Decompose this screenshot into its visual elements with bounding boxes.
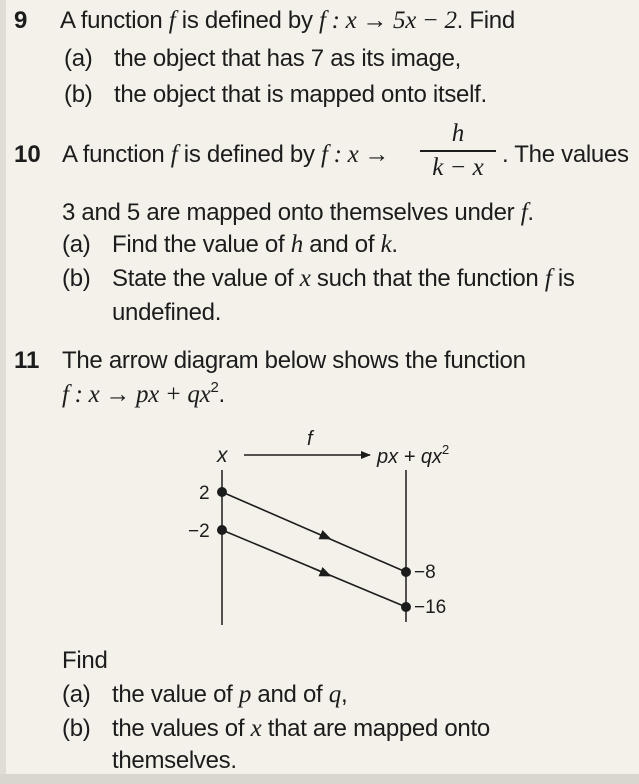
question-9-number: 9 — [14, 7, 28, 34]
image-value-label: −16 — [414, 597, 447, 618]
question-10-stem: A function f is defined by f : x → — [62, 141, 390, 168]
question-11-stem: The arrow diagram below shows the function — [62, 347, 526, 374]
question-10-part-b-line-2: undefined. — [112, 299, 222, 326]
domain-point-neg2 — [217, 525, 227, 535]
question-11-part-a: (a) the value of p and of q, — [62, 681, 348, 708]
question-10-stem-end: . The values — [502, 141, 629, 168]
question-11-mapping: f : x → px + $qx^2$. — [62, 379, 225, 408]
question-11-part-b: (b) the values of x that are mapped onto — [62, 715, 490, 742]
question-9-stem: A function f is defined by f : x → 5x − 2. Find — [60, 7, 515, 34]
domain-label: x — [217, 444, 228, 467]
question-10-part-a: (a) Find the value of h and of k. — [62, 231, 398, 258]
function-label: f — [307, 428, 313, 450]
question-9-part-a: (a) the object that has 7 as its image, — [64, 45, 462, 72]
domain-value-label: 2 — [199, 483, 210, 504]
mapping-arrowhead-neg2 — [312, 568, 326, 574]
question-10-line-2: 3 and 5 are mapped onto themselves under f. — [62, 199, 534, 226]
fraction-denominator: k − x — [432, 154, 484, 181]
page-bottom-edge — [0, 774, 639, 784]
question-11-number: 11 — [14, 347, 40, 374]
question-11-part-b-line-2: themselves. — [112, 747, 237, 774]
image-point-neg8 — [401, 567, 411, 577]
question-11-find: Find — [62, 647, 108, 674]
image-point-neg16 — [401, 602, 411, 612]
question-10-part-b: (b) State the value of x such that the function f is — [62, 265, 575, 292]
question-9-part-b: (b) the object that is mapped onto itself. — [64, 81, 487, 108]
domain-value-label: −2 — [188, 521, 210, 542]
question-10-number: 10 — [14, 141, 41, 168]
image-value-label: −8 — [414, 562, 436, 583]
domain-point-2 — [217, 487, 227, 497]
mapping-arrowhead-2 — [312, 531, 326, 537]
fraction-numerator: h — [451, 120, 465, 147]
codomain-label: px + $qx^2$ — [377, 442, 450, 468]
